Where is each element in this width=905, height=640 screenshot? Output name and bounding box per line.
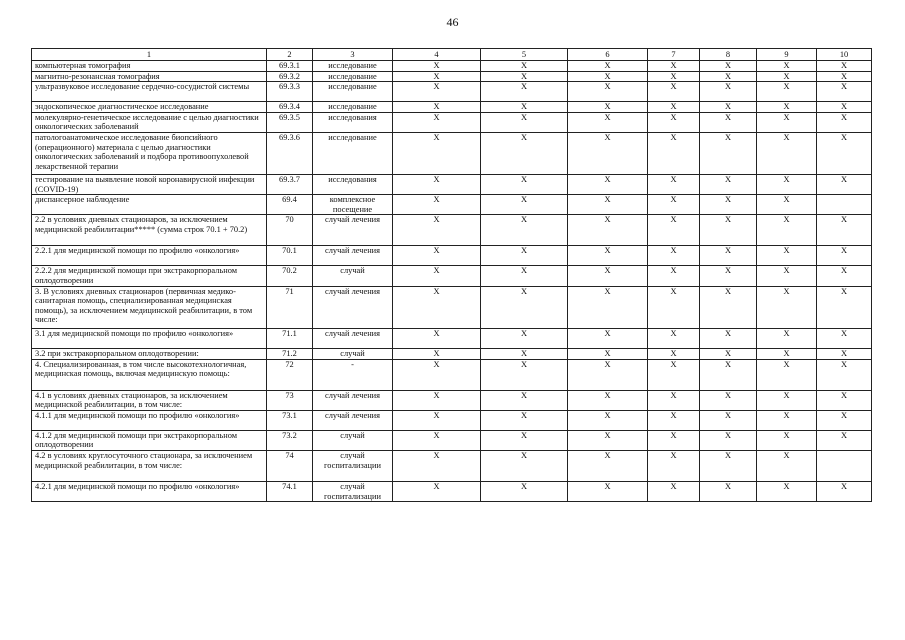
row-cell: X [393,132,481,174]
table-row [32,82,872,102]
row-name: эндоскопическое диагностическое исследование [32,102,267,113]
row-cell: X [757,174,817,194]
row-cell: X [700,215,757,246]
row-cell: X [757,195,817,215]
row-cell: X [393,390,481,410]
row-unit: случай госпитализации [313,450,393,481]
row-cell: X [757,328,817,348]
row-cell: X [481,328,568,348]
row-cell: X [817,102,872,113]
row-unit: случай [313,348,393,359]
row-cell: X [568,112,648,132]
row-cell: X [481,215,568,246]
row-cell: X [481,481,568,501]
row-cell: X [817,174,872,194]
row-cell: X [568,132,648,174]
row-cell: X [648,195,700,215]
row-cell: X [648,390,700,410]
row-cell: X [817,410,872,430]
column-header: 4 [393,49,481,61]
row-cell: X [757,112,817,132]
table-row [32,246,872,266]
table-row [32,410,872,430]
row-unit: исследование [313,61,393,72]
row-unit: исследования [313,174,393,194]
row-cell: X [648,174,700,194]
row-code: 74 [267,450,313,481]
table-row [32,132,872,174]
row-unit: случай госпитализации [313,481,393,501]
row-cell: X [568,82,648,102]
row-unit: исследование [313,102,393,113]
row-cell: X [648,246,700,266]
row-cell: X [757,348,817,359]
row-code: 73.1 [267,410,313,430]
row-cell: X [700,348,757,359]
row-unit: случай лечения [313,410,393,430]
row-cell: X [481,450,568,481]
row-cell: X [481,390,568,410]
row-cell: X [648,450,700,481]
row-code: 69.3.3 [267,82,313,102]
table-row [32,215,872,246]
row-name: 3. В условиях дневных стационаров (первичная медико-санитарная помощь, специализированная медицинская помощь), за исключением медицинской реабилитации, в том числе: [32,286,267,328]
row-cell: X [817,266,872,286]
row-cell: X [817,132,872,174]
row-cell: X [648,102,700,113]
row-cell: X [481,246,568,266]
row-cell: X [757,450,817,481]
row-cell: X [757,246,817,266]
row-name: молекулярно-генетическое исследование с целью диагностики онкологических заболеваний [32,112,267,132]
data-table [31,48,872,502]
row-cell: X [700,71,757,82]
row-cell: X [817,430,872,450]
table-row [32,390,872,410]
row-name: 4.2.1 для медицинской помощи по профилю «онкология» [32,481,267,501]
row-cell: X [648,410,700,430]
row-cell: X [481,359,568,390]
row-cell: X [568,359,648,390]
row-name: 4. Специализированная, в том числе высокотехнологичная, медицинская помощь, включая медицинскую помощь: [32,359,267,390]
row-code: 70 [267,215,313,246]
row-cell: X [393,450,481,481]
row-cell: X [757,71,817,82]
row-cell: X [568,410,648,430]
row-cell: X [700,174,757,194]
row-code: 70.2 [267,266,313,286]
row-cell: X [393,286,481,328]
row-cell: X [817,82,872,102]
row-cell: X [568,195,648,215]
row-cell: X [481,410,568,430]
row-cell: X [568,390,648,410]
row-cell: X [393,215,481,246]
table-row [32,430,872,450]
row-cell: X [757,430,817,450]
table-row [32,195,872,215]
row-cell: X [700,390,757,410]
row-cell: X [700,481,757,501]
row-cell: X [700,102,757,113]
column-header: 5 [481,49,568,61]
table-row [32,112,872,132]
table-row [32,359,872,390]
table-row [32,481,872,501]
row-name: 4.1 в условиях дневных стационаров, за исключением медицинской реабилитации, в том числе: [32,390,267,410]
row-cell: X [393,359,481,390]
row-unit: случай [313,266,393,286]
row-unit: случай лечения [313,390,393,410]
table-row [32,102,872,113]
row-cell: X [817,215,872,246]
row-cell: X [648,328,700,348]
row-cell: X [568,286,648,328]
row-cell: X [757,390,817,410]
row-name: 4.1.1 для медицинской помощи по профилю «онкология» [32,410,267,430]
row-cell: X [481,112,568,132]
row-cell: X [648,82,700,102]
row-cell: X [393,112,481,132]
row-name: 3.1 для медицинской помощи по профилю «онкология» [32,328,267,348]
row-cell: X [393,348,481,359]
row-cell: X [757,481,817,501]
row-cell: X [568,102,648,113]
row-cell: X [481,61,568,72]
row-code: 71.2 [267,348,313,359]
row-cell: X [393,410,481,430]
row-cell: X [817,61,872,72]
row-cell: X [393,430,481,450]
row-cell: X [393,102,481,113]
row-cell: X [757,266,817,286]
row-code: 69.3.1 [267,61,313,72]
table-row [32,71,872,82]
row-cell: X [393,82,481,102]
row-cell: X [817,286,872,328]
row-cell: X [817,481,872,501]
row-unit: исследование [313,132,393,174]
row-unit: исследования [313,112,393,132]
row-cell: X [481,348,568,359]
row-cell: X [648,481,700,501]
row-unit: случай лечения [313,246,393,266]
row-cell: X [481,286,568,328]
row-cell: X [700,359,757,390]
row-name: тестирование на выявление новой коронавирусной инфекции (COVID-19) [32,174,267,194]
column-header: 8 [700,49,757,61]
row-name: 2.2.2 для медицинской помощи при экстракорпоральном оплодотворении [32,266,267,286]
row-unit: случай [313,430,393,450]
table-row [32,328,872,348]
row-cell: X [648,215,700,246]
row-name: 3.2 при экстракорпоральном оплодотворении: [32,348,267,359]
row-cell: X [568,61,648,72]
column-header: 2 [267,49,313,61]
row-code: 73 [267,390,313,410]
row-cell: X [568,266,648,286]
row-cell: X [393,328,481,348]
row-cell: X [817,390,872,410]
row-cell: X [817,112,872,132]
row-name: 2.2.1 для медицинской помощи по профилю «онкология» [32,246,267,266]
row-cell: X [393,71,481,82]
row-cell: X [700,195,757,215]
row-cell: X [648,112,700,132]
row-code: 71 [267,286,313,328]
row-unit: исследование [313,82,393,102]
row-cell: X [393,481,481,501]
row-cell: X [757,61,817,72]
row-cell: X [700,430,757,450]
row-name: 2.2 в условиях дневных стационаров, за исключением медицинской реабилитации***** (сумма строк 70.1 + 70.2) [32,215,267,246]
row-name: диспансерное наблюдение [32,195,267,215]
row-code: 69.3.4 [267,102,313,113]
row-cell: X [700,328,757,348]
table-row [32,266,872,286]
row-cell: X [568,71,648,82]
row-code: 73.2 [267,430,313,450]
row-code: 71.1 [267,328,313,348]
row-cell: X [648,430,700,450]
row-cell: X [568,215,648,246]
table-row [32,286,872,328]
row-name: 4.2 в условиях круглосуточного стационара, за исключением медицинской реабилитации, в том числе: [32,450,267,481]
row-cell: X [700,132,757,174]
column-header: 9 [757,49,817,61]
row-cell: X [817,328,872,348]
row-cell: X [568,430,648,450]
row-cell: X [700,82,757,102]
row-cell: X [700,112,757,132]
row-cell: X [568,348,648,359]
row-cell: X [481,102,568,113]
row-name: магнитно-резонансная томография [32,71,267,82]
row-name: компьютерная томография [32,61,267,72]
column-header: 1 [32,49,267,61]
row-name: 4.1.2 для медицинской помощи при экстракорпоральном оплодотворении [32,430,267,450]
row-unit: случай лечения [313,215,393,246]
row-cell: X [648,286,700,328]
row-cell: X [700,410,757,430]
row-cell [817,450,872,481]
row-cell: X [648,71,700,82]
row-unit: случай лечения [313,286,393,328]
row-unit: случай лечения [313,328,393,348]
column-header: 6 [568,49,648,61]
row-cell: X [481,430,568,450]
row-cell: X [757,132,817,174]
row-code: 70.1 [267,246,313,266]
row-cell: X [648,348,700,359]
row-cell: X [481,266,568,286]
row-cell: X [481,174,568,194]
row-code: 69.3.6 [267,132,313,174]
row-cell: X [817,348,872,359]
row-cell: X [648,359,700,390]
row-code: 69.4 [267,195,313,215]
row-cell: X [481,195,568,215]
row-cell: X [700,450,757,481]
row-cell: X [757,410,817,430]
row-cell: X [393,266,481,286]
column-header: 10 [817,49,872,61]
table-body [32,61,872,502]
row-unit: исследование [313,71,393,82]
row-cell: X [393,61,481,72]
row-cell: X [648,132,700,174]
row-cell: X [568,174,648,194]
row-code: 69.3.2 [267,71,313,82]
table-row [32,174,872,194]
row-code: 69.3.5 [267,112,313,132]
row-cell: X [568,328,648,348]
column-header: 7 [648,49,700,61]
row-code: 69.3.7 [267,174,313,194]
row-cell: X [481,82,568,102]
row-cell: X [393,195,481,215]
row-cell: X [481,71,568,82]
row-cell: X [700,266,757,286]
row-cell: X [757,102,817,113]
row-cell: X [648,61,700,72]
row-cell: X [817,71,872,82]
row-cell: X [757,359,817,390]
row-cell: X [700,61,757,72]
row-code: 74.1 [267,481,313,501]
page-number: 46 [446,15,459,29]
row-cell: X [700,286,757,328]
row-cell [817,195,872,215]
table-row [32,61,872,72]
table-row [32,450,872,481]
row-cell: X [757,215,817,246]
row-name: ультразвуковое исследование сердечно-сосудистой системы [32,82,267,102]
row-cell: X [393,174,481,194]
row-cell: X [817,359,872,390]
row-cell: X [757,82,817,102]
table-header [32,49,872,61]
row-code: 72 [267,359,313,390]
row-cell: X [568,246,648,266]
row-unit: комплексное посещение [313,195,393,215]
row-cell: X [481,132,568,174]
row-cell: X [648,266,700,286]
column-header: 3 [313,49,393,61]
row-cell: X [817,246,872,266]
table-row [32,348,872,359]
row-cell: X [393,246,481,266]
row-name: патологоанатомическое исследование биопсийного (операционного) материала с целью диагностики онкологических заболеваний и подбора противоопухолевой лекарственной терапии [32,132,267,174]
row-cell: X [568,450,648,481]
row-cell: X [568,481,648,501]
row-cell: X [700,246,757,266]
row-cell: X [757,286,817,328]
row-unit: - [313,359,393,390]
